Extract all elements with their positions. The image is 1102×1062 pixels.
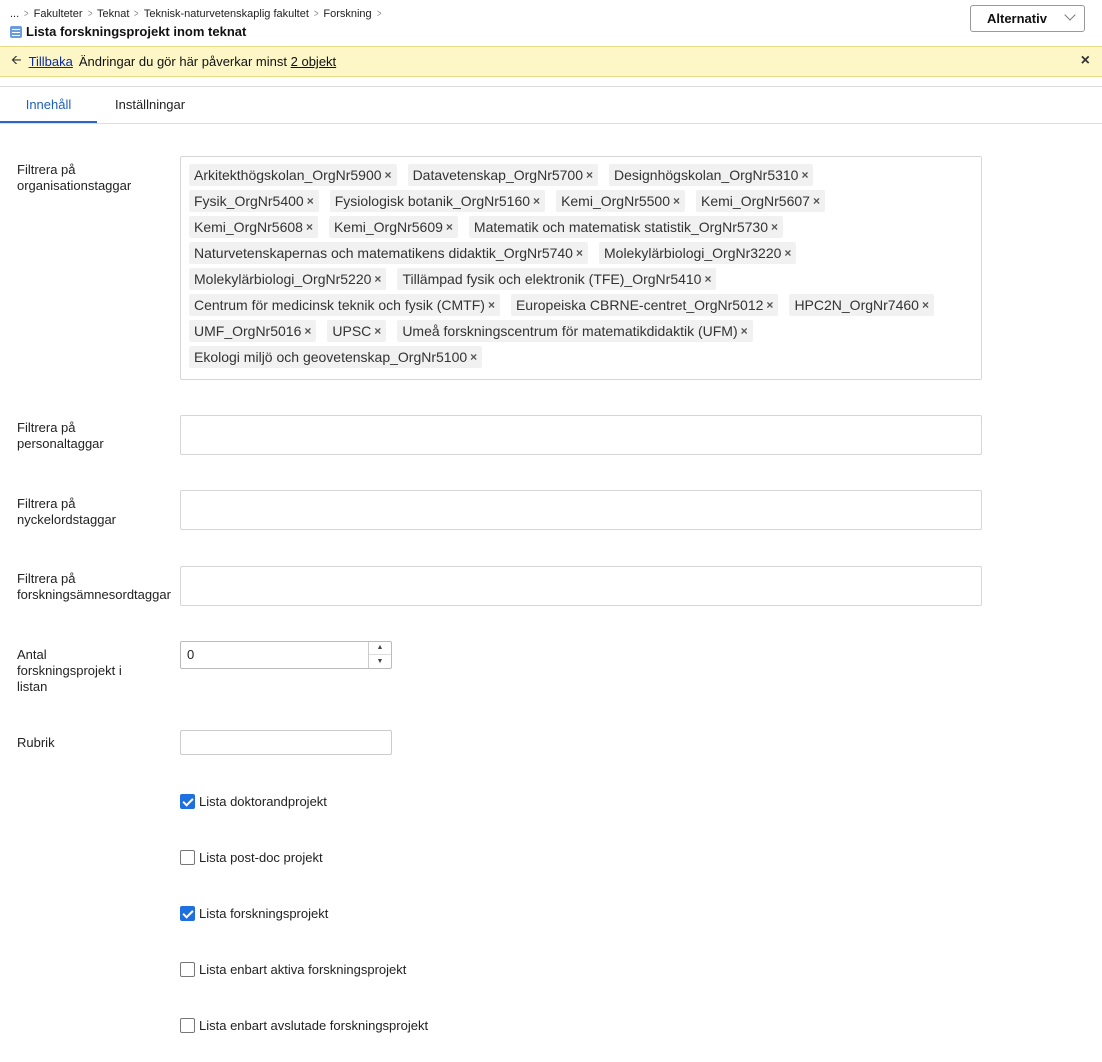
chevron-right-icon: > — [24, 8, 29, 20]
org-tag — [189, 268, 386, 290]
breadcrumb-item-teknat[interactable] — [97, 8, 144, 20]
org-tag — [189, 242, 588, 264]
tag-row — [189, 188, 977, 214]
org-tag — [189, 190, 319, 212]
chevron-right-icon: > — [87, 8, 93, 20]
breadcrumb-item-faculty[interactable] — [144, 8, 324, 20]
chevron-right-icon: > — [313, 8, 319, 20]
page-title-text: Lista forskningsprojekt inom teknat — [26, 24, 247, 39]
project-count-label: Antal forskningsprojekt i listan — [17, 647, 122, 694]
subject-tags-label: Filtrera på forskningsämnesordtaggar — [17, 571, 171, 602]
checkbox-label: Lista enbart avslutade forskningsprojekt — [199, 1018, 429, 1033]
keyword-tags-label: Filtrera på nyckelordstaggar — [17, 496, 116, 527]
remove-tag-icon[interactable]: × — [384, 168, 392, 182]
tab-innehall[interactable]: Innehåll — [0, 87, 97, 123]
org-tag — [789, 294, 934, 316]
org-tag-label: Molekylärbiologi_OrgNr5220 — [194, 271, 372, 287]
org-tag — [189, 294, 500, 316]
breadcrumb-label: Teknisk-naturvetenskaplig fakultet — [143, 8, 309, 20]
org-tag — [189, 216, 318, 238]
checkbox-finished-only[interactable] — [180, 1018, 195, 1033]
top-bar — [0, 0, 1102, 45]
change-notice-bar — [0, 46, 1102, 77]
org-tag-label: UMF_OrgNr5016 — [194, 323, 302, 339]
remove-tag-icon[interactable]: × — [533, 194, 541, 208]
org-tag-label: Fysiologisk botanik_OrgNr5160 — [334, 193, 531, 209]
org-tag — [599, 242, 796, 264]
org-tag-label: Kemi_OrgNr5608 — [194, 219, 303, 235]
org-tag — [408, 164, 598, 186]
org-tag — [329, 216, 458, 238]
org-tag-label: Centrum för medicinsk teknik och fysik (CMTF) — [194, 297, 485, 313]
org-tags-field[interactable] — [180, 156, 982, 380]
remove-tag-icon[interactable]: × — [766, 298, 774, 312]
breadcrumb-item-forskning[interactable] — [323, 8, 386, 20]
org-tag-label: Kemi_OrgNr5500 — [561, 193, 670, 209]
remove-tag-icon[interactable]: × — [586, 168, 594, 182]
remove-tag-icon[interactable]: × — [921, 298, 929, 312]
arrow-left-icon: 🡨 — [11, 51, 22, 67]
back-link[interactable]: Tillbaka — [28, 54, 73, 69]
breadcrumb-label: ... — [10, 8, 20, 20]
remove-tag-icon[interactable]: × — [673, 194, 681, 208]
remove-tag-icon[interactable]: × — [784, 246, 792, 260]
tag-row — [189, 344, 977, 370]
page-title — [10, 24, 246, 39]
org-tag-label: Arkitekthögskolan_OrgNr5900 — [194, 167, 382, 183]
checkbox-label: Lista post-doc projekt — [199, 850, 323, 865]
checkbox-row-doctoral[interactable] — [180, 794, 327, 809]
org-tag — [327, 320, 386, 342]
checkbox-active-only[interactable] — [180, 962, 195, 977]
list-page-icon — [10, 26, 22, 38]
org-tag — [609, 164, 813, 186]
checkbox-label: Lista enbart aktiva forskningsprojekt — [199, 962, 407, 977]
remove-tag-icon[interactable]: × — [374, 272, 382, 286]
remove-tag-icon[interactable]: × — [575, 246, 583, 260]
breadcrumb-label: Fakulteter — [33, 8, 83, 20]
tag-row — [189, 240, 977, 266]
project-count-input[interactable] — [180, 641, 392, 669]
close-icon[interactable]: × — [1080, 52, 1090, 69]
heading-label: Rubrik — [17, 735, 55, 750]
org-tag-label: Kemi_OrgNr5607 — [701, 193, 810, 209]
checkbox-research[interactable] — [180, 906, 195, 921]
org-tag-label: Tillämpad fysik och elektronik (TFE)_OrgNr5410 — [402, 271, 702, 287]
remove-tag-icon[interactable]: × — [487, 298, 495, 312]
tag-row — [189, 318, 977, 344]
chevron-down-icon — [1064, 9, 1075, 20]
heading-input[interactable] — [180, 730, 392, 755]
org-tag-label: UPSC — [332, 323, 372, 339]
affected-objects-link[interactable]: 2 objekt — [290, 54, 337, 69]
org-tag-label: Designhögskolan_OrgNr5310 — [614, 167, 799, 183]
org-tag-label: Kemi_OrgNr5609 — [333, 219, 443, 235]
remove-tag-icon[interactable]: × — [304, 324, 312, 338]
checkbox-label: Lista doktorandprojekt — [199, 794, 327, 809]
staff-tags-label: Filtrera på personaltaggar — [17, 420, 104, 451]
breadcrumb-label: Forskning — [323, 8, 372, 20]
org-tag-label: Molekylärbiologi_OrgNr3220 — [604, 245, 782, 261]
org-tag — [696, 190, 825, 212]
remove-tag-icon[interactable]: × — [470, 350, 478, 364]
remove-tag-icon[interactable]: × — [374, 324, 382, 338]
chevron-right-icon: > — [376, 8, 382, 20]
breadcrumb-ellipsis[interactable] — [10, 8, 34, 20]
checkbox-postdoc[interactable] — [180, 850, 195, 865]
remove-tag-icon[interactable]: × — [740, 324, 748, 338]
subject-tags-field[interactable] — [180, 566, 982, 606]
remove-tag-icon[interactable]: × — [305, 220, 313, 234]
org-tag-label: Ekologi miljö och geovetenskap_OrgNr5100 — [194, 349, 468, 365]
chevron-right-icon: > — [134, 8, 139, 20]
checkbox-row-research[interactable] — [180, 906, 328, 921]
keyword-tags-field[interactable] — [180, 490, 982, 530]
remove-tag-icon[interactable]: × — [771, 220, 779, 234]
org-tag — [511, 294, 778, 316]
notice-message — [79, 54, 336, 69]
remove-tag-icon[interactable]: × — [306, 194, 314, 208]
tag-row — [189, 162, 977, 188]
org-tag-label: Europeiska CBRNE-centret_OrgNr5012 — [515, 297, 764, 313]
org-tag — [189, 164, 397, 186]
remove-tag-icon[interactable]: × — [812, 194, 820, 208]
options-dropdown-button[interactable] — [970, 5, 1085, 32]
org-tag — [189, 346, 482, 368]
spin-down-icon[interactable]: ▼ — [376, 657, 384, 665]
org-tag-label: Naturvetenskapernas och matematikens didaktik_OrgNr5740 — [194, 245, 573, 261]
org-tag-label: Fysik_OrgNr5400 — [194, 193, 304, 209]
checkbox-label: Lista forskningsprojekt — [199, 906, 329, 921]
remove-tag-icon[interactable]: × — [801, 168, 809, 182]
org-tag-label: Umeå forskningscentrum för matematikdidaktik (UFM) — [402, 323, 738, 339]
org-tag — [469, 216, 783, 238]
notice-text: Ändringar du gör här påverkar minst — [78, 54, 287, 69]
checkbox-row-postdoc[interactable] — [180, 850, 323, 865]
org-tag — [397, 320, 752, 342]
tag-row — [189, 266, 977, 292]
tag-row — [189, 292, 977, 318]
org-tag — [397, 268, 716, 290]
remove-tag-icon[interactable]: × — [704, 272, 712, 286]
tab-installningar[interactable]: Inställningar — [115, 97, 186, 112]
checkbox-doctoral[interactable] — [180, 794, 195, 809]
org-tag-label: Datavetenskap_OrgNr5700 — [412, 167, 583, 183]
breadcrumb-label: Teknat — [96, 8, 130, 20]
options-label: Alternativ — [987, 11, 1047, 26]
org-tag-label: Matematik och matematisk statistik_OrgNr5730 — [473, 219, 769, 235]
tab-bar — [0, 86, 1102, 124]
org-tag-label: HPC2N_OrgNr7460 — [794, 297, 919, 313]
staff-tags-field[interactable] — [180, 415, 982, 455]
org-tag — [189, 320, 316, 342]
org-tag — [330, 190, 545, 212]
org-tags-label: Filtrera på organisationstaggar — [17, 162, 132, 193]
org-tag — [556, 190, 685, 212]
checkbox-row-finished-only[interactable] — [180, 1018, 428, 1033]
number-spinner — [368, 642, 391, 668]
tag-row — [189, 214, 977, 240]
breadcrumb-item-fakulteter[interactable] — [34, 8, 97, 20]
breadcrumb — [10, 8, 386, 20]
project-count-value: 0 — [187, 647, 195, 662]
checkbox-row-active-only[interactable] — [180, 962, 406, 977]
remove-tag-icon[interactable]: × — [445, 220, 453, 234]
spin-up-icon[interactable]: ▲ — [369, 642, 391, 655]
